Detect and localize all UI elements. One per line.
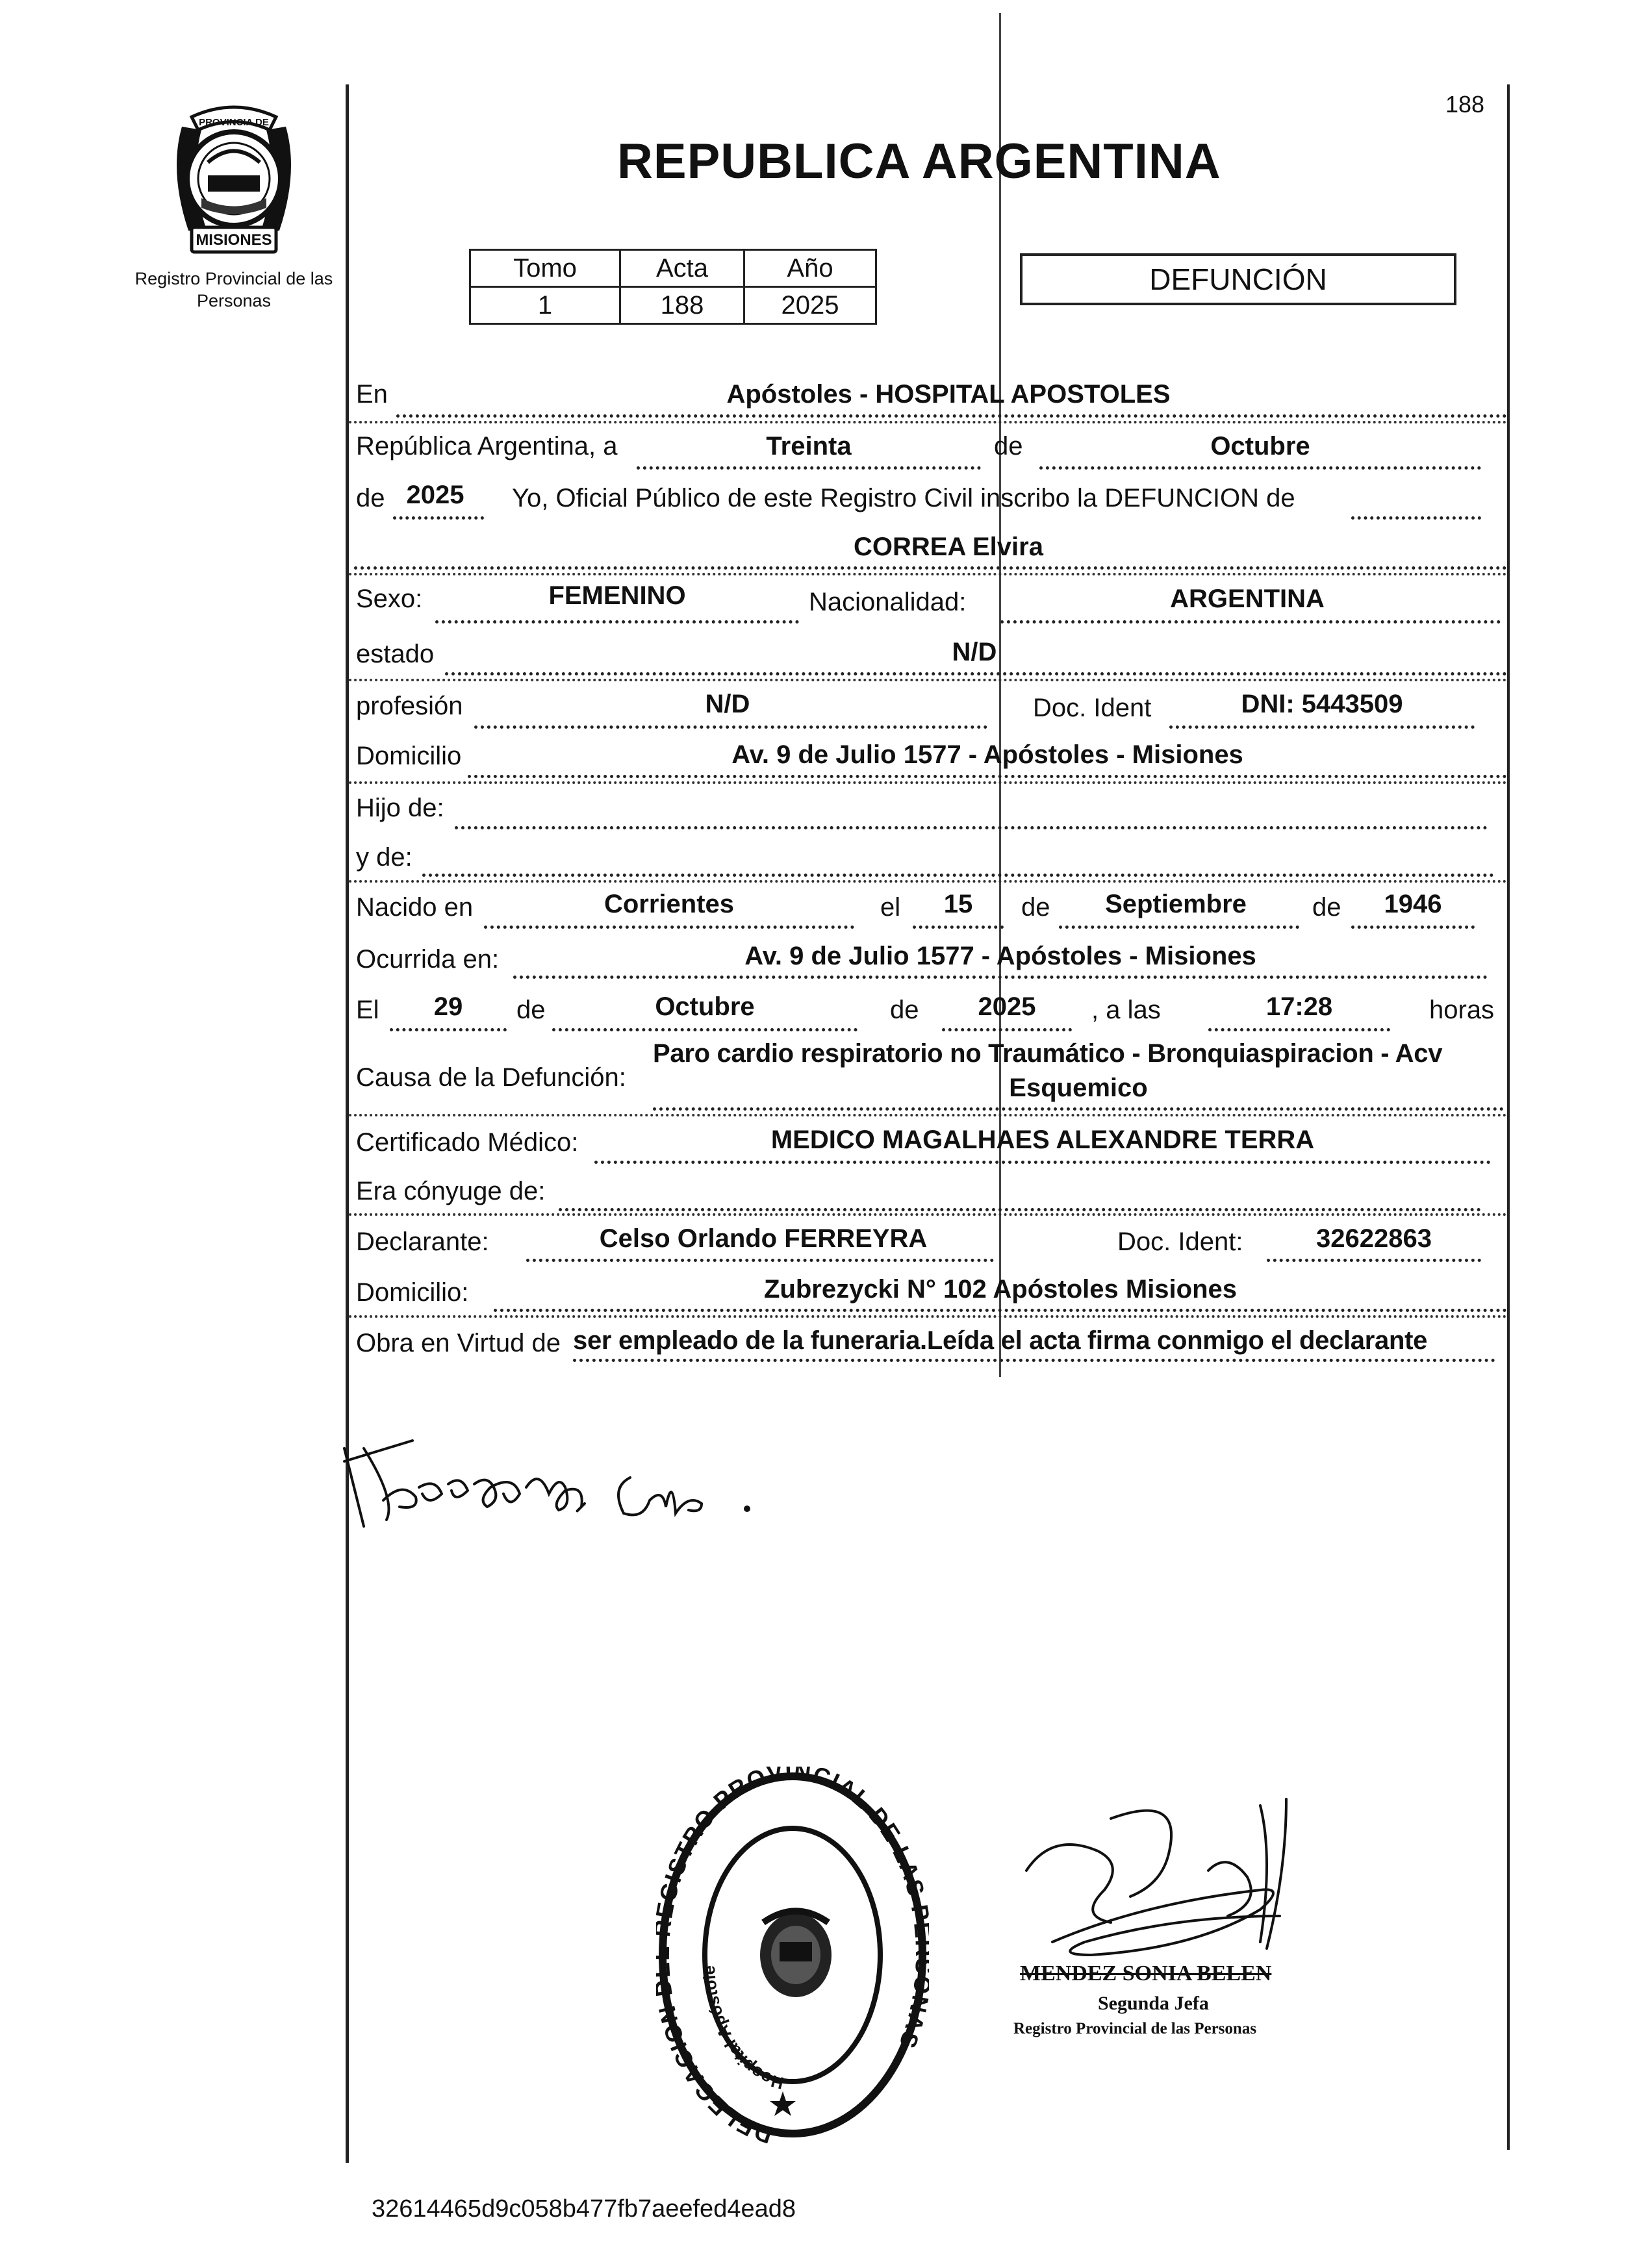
dotted-line [513, 976, 1488, 979]
obra-label: Obra en Virtud de [356, 1329, 561, 1357]
table-header-anio: Año [744, 250, 876, 287]
declarante-doc-value: 32622863 [1316, 1224, 1432, 1253]
dotted-line [559, 1208, 1481, 1211]
declarante-value: Celso Orlando FERREYRA [599, 1224, 928, 1253]
profesion-value: N/D [705, 690, 750, 718]
sexo-value: FEMENINO [548, 581, 686, 610]
center-fold-rule [999, 13, 1001, 1377]
dotted-line [474, 725, 987, 729]
estado-value: N/D [952, 638, 997, 666]
nacionalidad-value: ARGENTINA [1170, 585, 1325, 613]
dotted-line [1169, 725, 1475, 729]
dotted-line [653, 1107, 1504, 1111]
y-de-label: y de: [356, 843, 413, 872]
death-day-value: 29 [433, 992, 463, 1021]
official-signature [1013, 1793, 1338, 1987]
dotted-line [390, 1028, 507, 1031]
dotted-line [1039, 466, 1481, 470]
certificado-label: Certificado Médico: [356, 1128, 579, 1157]
de-label: de [516, 996, 546, 1024]
causa-line1: Paro cardio respiratorio no Traumático - Bronquiaspiracion - Acv [653, 1039, 1443, 1068]
svg-text:PROVINCIA DE: PROVINCIA DE [199, 117, 269, 128]
el-label: El [356, 996, 379, 1024]
document-hash: 32614465d9c058b477fb7aeefed4ead8 [372, 2195, 796, 2223]
row-divider [349, 880, 1507, 883]
birth-day-value: 15 [943, 890, 973, 918]
dotted-line [1351, 926, 1475, 929]
sexo-label: Sexo: [356, 585, 423, 613]
dotted-line [526, 1259, 994, 1262]
de-label: de [1021, 893, 1050, 922]
table-value-anio: 2025 [744, 287, 876, 324]
table-header-tomo: Tomo [470, 250, 620, 287]
page-title: REPUBLICA ARGENTINA [617, 134, 1221, 189]
dotted-line [1208, 1028, 1390, 1031]
row-divider [349, 1114, 1507, 1116]
nacionalidad-label: Nacionalidad: [809, 588, 967, 616]
record-number-table [469, 249, 877, 325]
dotted-line [445, 672, 1507, 675]
dotted-line [1351, 516, 1481, 520]
obra-value: ser empleado de la funeraria.Leída el acta firma conmigo el declarante [573, 1326, 1428, 1355]
ocurrida-label: Ocurrida en: [356, 945, 500, 974]
death-year-value: 2025 [978, 992, 1036, 1021]
province-logo [162, 101, 305, 263]
month-value: Octubre [1210, 432, 1310, 460]
nacido-label: Nacido en [356, 893, 474, 922]
dotted-line [494, 1309, 1507, 1312]
row-divider [349, 679, 1507, 681]
birth-place-value: Corrientes [603, 890, 735, 918]
dotted-line [1059, 926, 1299, 929]
year-value: 2025 [406, 481, 464, 509]
registry-caption: Registro Provincial de las Personas [134, 269, 333, 310]
dotted-line [468, 775, 1507, 778]
profesion-label: profesión [356, 692, 463, 720]
left-margin-rule [346, 84, 349, 2163]
table-value-acta: 188 [620, 287, 744, 324]
place-value: Apóstoles - HOSPITAL APOSTOLES [726, 380, 1171, 409]
table-value-tomo: 1 [470, 287, 620, 324]
domicilio-value: Av. 9 de Julio 1577 - Apóstoles - Misiones [731, 740, 1243, 769]
dotted-line [913, 926, 1004, 929]
death-time-value: 17:28 [1265, 992, 1333, 1021]
page-number: 188 [1445, 91, 1485, 118]
official-stamp [656, 1767, 929, 2143]
dotted-line [396, 414, 1507, 418]
row-divider [349, 1213, 1507, 1216]
day-value: Treinta [766, 432, 852, 460]
svg-text:MISIONES: MISIONES [196, 231, 272, 249]
stamp-outer-text: DELEGACIO GISTRO PROVINCIAL DE LAS AS [656, 1767, 929, 2143]
doc-ident-value: DNI: 5443509 [1241, 690, 1403, 718]
causa-label: Causa de la Defunción: [356, 1063, 626, 1092]
de-label: de [890, 996, 919, 1024]
row-divider [349, 1315, 1507, 1318]
declarante-doc-label: Doc. Ident: [1117, 1228, 1243, 1256]
causa-line2: Esquemico [1009, 1074, 1148, 1102]
stamp-emblem [760, 1911, 832, 1998]
de-label: de [994, 432, 1023, 460]
stamp-inner-text: Hospital Apóstole [698, 1965, 786, 2093]
de-label: de [1312, 893, 1341, 922]
dotted-line [393, 516, 484, 520]
hijo-de-label: Hijo de: [356, 794, 444, 822]
declarant-signature [338, 1422, 806, 1539]
official-statement: Yo, Oficial Público de este Registro Civil inscribo la DEFUNCION de [512, 484, 1295, 512]
estado-label: estado [356, 640, 435, 668]
dotted-line [455, 826, 1488, 829]
horas-label: horas [1429, 996, 1495, 1024]
fecha-label: República Argentina, a [356, 432, 618, 460]
dotted-line [435, 620, 799, 624]
birth-year-value: 1946 [1384, 890, 1442, 918]
row-divider [349, 781, 1507, 784]
dotted-line [942, 1028, 1072, 1031]
official-office: Registro Provincial de las Personas [1013, 2020, 1257, 2037]
death-month-value: Octubre [655, 992, 755, 1021]
dotted-line [484, 926, 854, 929]
alas-label: , a las [1091, 996, 1161, 1024]
dotted-line [637, 466, 981, 470]
domicilio-decl-value: Zubrezycki N° 102 Apóstoles Misiones [763, 1275, 1238, 1304]
domicilio-decl-label: Domicilio: [356, 1278, 469, 1307]
ocurrida-value: Av. 9 de Julio 1577 - Apóstoles - Misiones [744, 942, 1256, 970]
official-name: MENDEZ SONIA BELEN [1020, 1961, 1272, 1985]
birth-month-value: Septiembre [1105, 890, 1247, 918]
dotted-line [1000, 620, 1501, 624]
dotted-line [354, 566, 1507, 570]
row-divider [349, 421, 1507, 423]
conyuge-label: Era cónyuge de: [356, 1177, 546, 1205]
right-margin-rule [1507, 84, 1510, 2150]
deceased-name: CORREA Elvira [854, 533, 1043, 561]
dotted-line [594, 1161, 1491, 1164]
de-label: de [356, 484, 385, 512]
record-type-box: DEFUNCIÓN [1020, 253, 1456, 305]
doc-ident-label: Doc. Ident [1033, 694, 1152, 722]
declarante-label: Declarante: [356, 1228, 489, 1256]
en-label: En [356, 380, 388, 409]
official-role: Segunda Jefa [1098, 1993, 1209, 2014]
certificado-value: MEDICO MAGALHAES ALEXANDRE TERRA [770, 1126, 1315, 1154]
dotted-line [552, 1028, 857, 1031]
table-header-acta: Acta [620, 250, 744, 287]
el-label: el [880, 893, 901, 922]
dotted-line [573, 1359, 1495, 1362]
row-divider [349, 573, 1507, 575]
dotted-line [422, 874, 1494, 877]
domicilio-label: Domicilio [356, 742, 462, 770]
dotted-line [1267, 1259, 1481, 1262]
